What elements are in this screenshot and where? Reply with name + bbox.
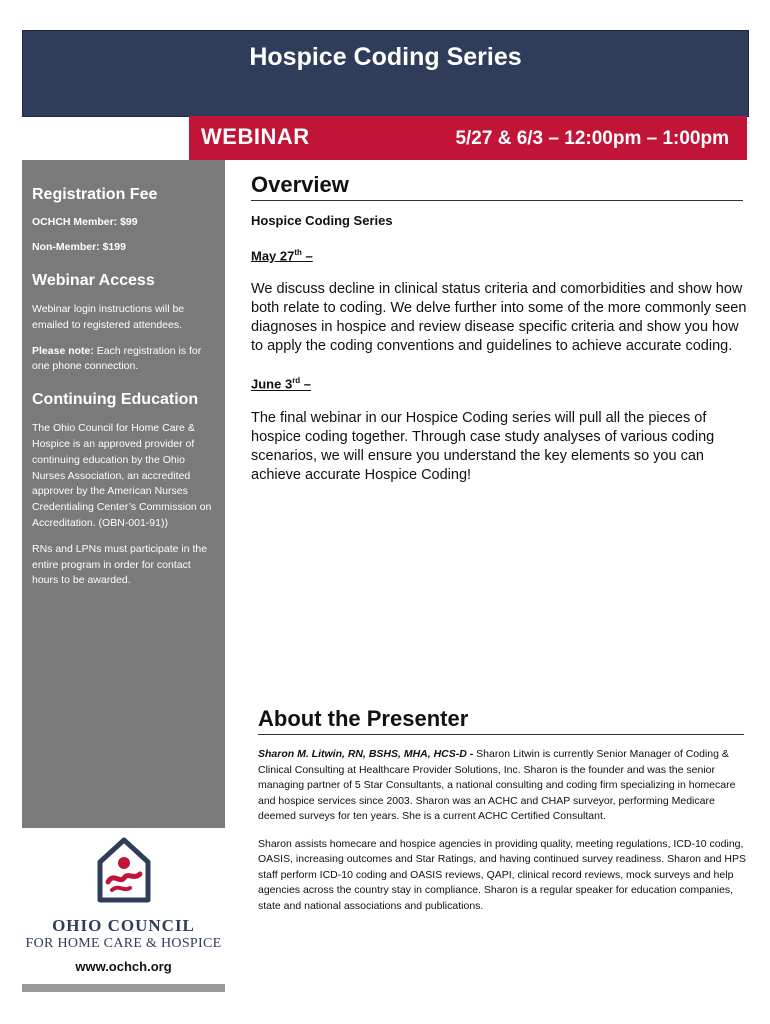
session-date-2: June 3rd –	[251, 376, 312, 392]
nonmember-fee: Non-Member: $199	[32, 241, 126, 253]
webinar-bar	[189, 116, 747, 160]
presenter-name: Sharon M. Litwin, RN, BSHS, MHA, HCS-D -	[258, 748, 477, 760]
title-banner	[22, 30, 749, 117]
logo-name-line2: FOR HOME CARE & HOSPICE	[25, 936, 222, 951]
ochch-logo	[22, 828, 225, 984]
logo-name-line1: OHIO COUNCIL	[52, 916, 195, 935]
webinar-dates: 5/27 & 6/3 – 12:00pm – 1:00pm	[455, 128, 729, 149]
note-label: Please note:	[32, 344, 94, 357]
overview-subtitle: Hospice Coding Series	[251, 213, 393, 228]
website-link[interactable]: www.ochch.org	[75, 959, 172, 974]
session-2-description: The final webinar in our Hospice Coding series will pull all the pieces of hospice coding together. Through case study analyses of various coding scenarios, we will ensure you understand the key elements so you can achieve accurate Hospice Coding!	[251, 409, 715, 483]
access-text: Webinar login instructions will be emailed to registered attendees.	[32, 303, 185, 331]
presenter-bio-2: Sharon assists homecare and hospice agencies in providing quality, meeting regulations, ICD-10 coding, OASIS, increasing outcomes and Star Ratings, and having continued survey readiness. Sharon and HPS staff perform ICD-10 coding and OASIS reviews, QAPI, clinical record reviews, mock surveys and help agencies across the country stay in compliance. Sharon is a regular speaker for education companies, state and national associations and publications.	[258, 837, 746, 912]
page-title: Hospice Coding Series	[249, 43, 522, 71]
presenter-bio-1-text: Sharon Litwin is currently Senior Manager of Coding & Clinical Consulting at Healthcare Provider Solutions, Inc. Sharon is the founder and was the senior managing partner of 5 Star Consultants, a national consulting and coding firm specializing in homecare and hospice services since 2003. Sharon was an ACHC and CHAP surveyor, performing Medicare deemed surveys for ten years. She is a current ACHC Certified Consultant.	[258, 748, 736, 822]
note-text: Each registration is for one phone connection.	[32, 344, 202, 373]
ce-text: The Ohio Council for Home Care & Hospice is an approved provider of continuing education by the Ohio Nurses Association, an accredited approver by the American Nurses Credentialing Center’s Commission on Accreditation. (OBN-001-91))	[32, 422, 212, 529]
session-date-1: May 27th –	[251, 248, 313, 264]
sidebar-footer-bar	[22, 984, 225, 992]
house-heart-icon	[94, 832, 154, 912]
webinar-label: WEBINAR	[201, 124, 310, 149]
overview-section	[251, 172, 747, 485]
sidebar	[22, 160, 225, 828]
ce-text-2: RNs and LPNs must participate in the entire program in order for contact hours to be awarded.	[32, 542, 208, 587]
presenter-title: About the Presenter	[258, 706, 744, 735]
ce-heading: Continuing Education	[32, 391, 199, 409]
presenter-section	[258, 706, 746, 914]
session-1-description: We discuss decline in clinical status criteria and comorbidities and show how both relate to coding. We delve further into some of the more commonly seen diagnoses in hospice and review disease specific criteria and show you how to apply the coding conventions and guidelines to achieve accurate coding.	[251, 281, 747, 355]
note-paragraph	[32, 344, 218, 376]
overview-title: Overview	[251, 172, 743, 201]
presenter-bio-1	[258, 747, 746, 825]
registration-heading: Registration Fee	[32, 186, 158, 203]
access-heading: Webinar Access	[32, 272, 155, 289]
member-fee: OCHCH Member: $99	[32, 216, 138, 228]
